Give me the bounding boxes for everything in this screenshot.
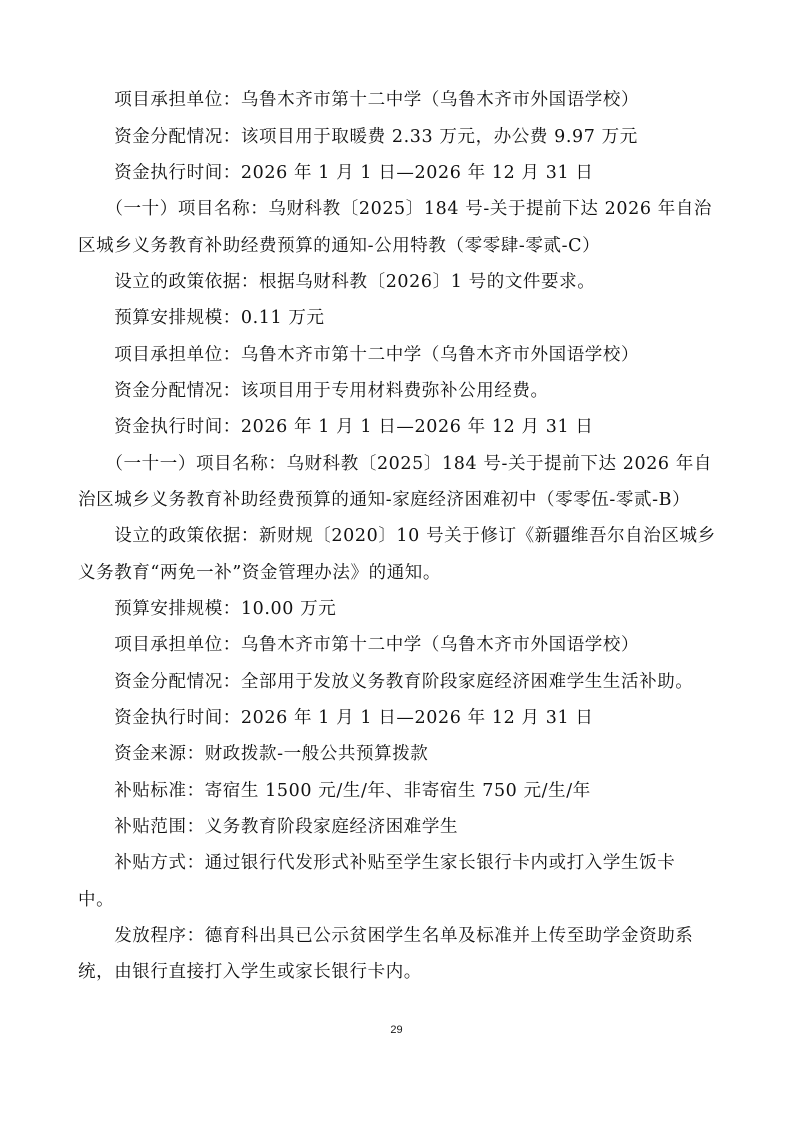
text-line: 预算安排规模：0.11 万元	[78, 308, 325, 328]
text-line: 发放程序：德育科出具已公示贫困学生名单及标准并上传至助学金资助系	[78, 926, 694, 946]
text-line: 项目承担单位：乌鲁木齐市第十二中学（乌鲁木齐市外国语学校）	[78, 345, 640, 365]
text-line: 区城乡义务教育补助经费预算的通知-公用特教（零零肆-零贰-C）	[78, 236, 601, 256]
text-line: 补贴范围：义务教育阶段家庭经济困难学生	[78, 817, 459, 837]
text-line: 补贴方式：通过银行代发形式补贴至学生家长银行卡内或打入学生饭卡	[78, 853, 676, 873]
text-line: 资金执行时间：2026 年 1 月 1 日—2026 年 12 月 31 日	[78, 163, 594, 183]
text-line: 义务教育“两免一补”资金管理办法》的通知。	[78, 563, 441, 583]
text-line: 设立的政策依据：新财规〔2020〕10 号关于修订《新疆维吾尔自治区城乡	[78, 526, 716, 546]
page-number: 29	[390, 1024, 403, 1036]
text-line: 资金分配情况：该项目用于专用材料费弥补公用经费。	[78, 381, 549, 401]
text-line: 资金执行时间：2026 年 1 月 1 日—2026 年 12 月 31 日	[78, 708, 594, 728]
text-line: 资金分配情况：全部用于发放义务教育阶段家庭经济困难学生生活补助。	[78, 672, 694, 692]
text-line: 资金分配情况：该项目用于取暖费 2.33 万元，办公费 9.97 万元	[78, 127, 638, 147]
text-line: 项目承担单位：乌鲁木齐市第十二中学（乌鲁木齐市外国语学校）	[78, 635, 640, 655]
text-line: 补贴标准：寄宿生 1500 元/生/年、非寄宿生 750 元/生/年	[78, 781, 591, 801]
text-line: （一十）项目名称：乌财科教〔2025〕184 号-关于提前下达 2026 年自治	[78, 199, 713, 219]
text-line: （一十一）项目名称：乌财科教〔2025〕184 号-关于提前下达 2026 年自	[78, 454, 713, 474]
text-line: 治区城乡义务教育补助经费预算的通知-家庭经济困难初中（零零伍-零贰-B）	[78, 490, 691, 510]
text-line: 预算安排规模：10.00 万元	[78, 599, 337, 619]
text-line: 资金执行时间：2026 年 1 月 1 日—2026 年 12 月 31 日	[78, 417, 594, 437]
text-line: 中。	[78, 890, 115, 910]
text-line: 项目承担单位：乌鲁木齐市第十二中学（乌鲁木齐市外国语学校）	[78, 90, 640, 110]
text-line: 资金来源：财政拨款-一般公共预算拨款	[78, 744, 429, 764]
text-line: 统，由银行直接打入学生或家长银行卡内。	[78, 962, 422, 982]
text-line: 设立的政策依据：根据乌财科教〔2026〕1 号的文件要求。	[78, 272, 596, 292]
